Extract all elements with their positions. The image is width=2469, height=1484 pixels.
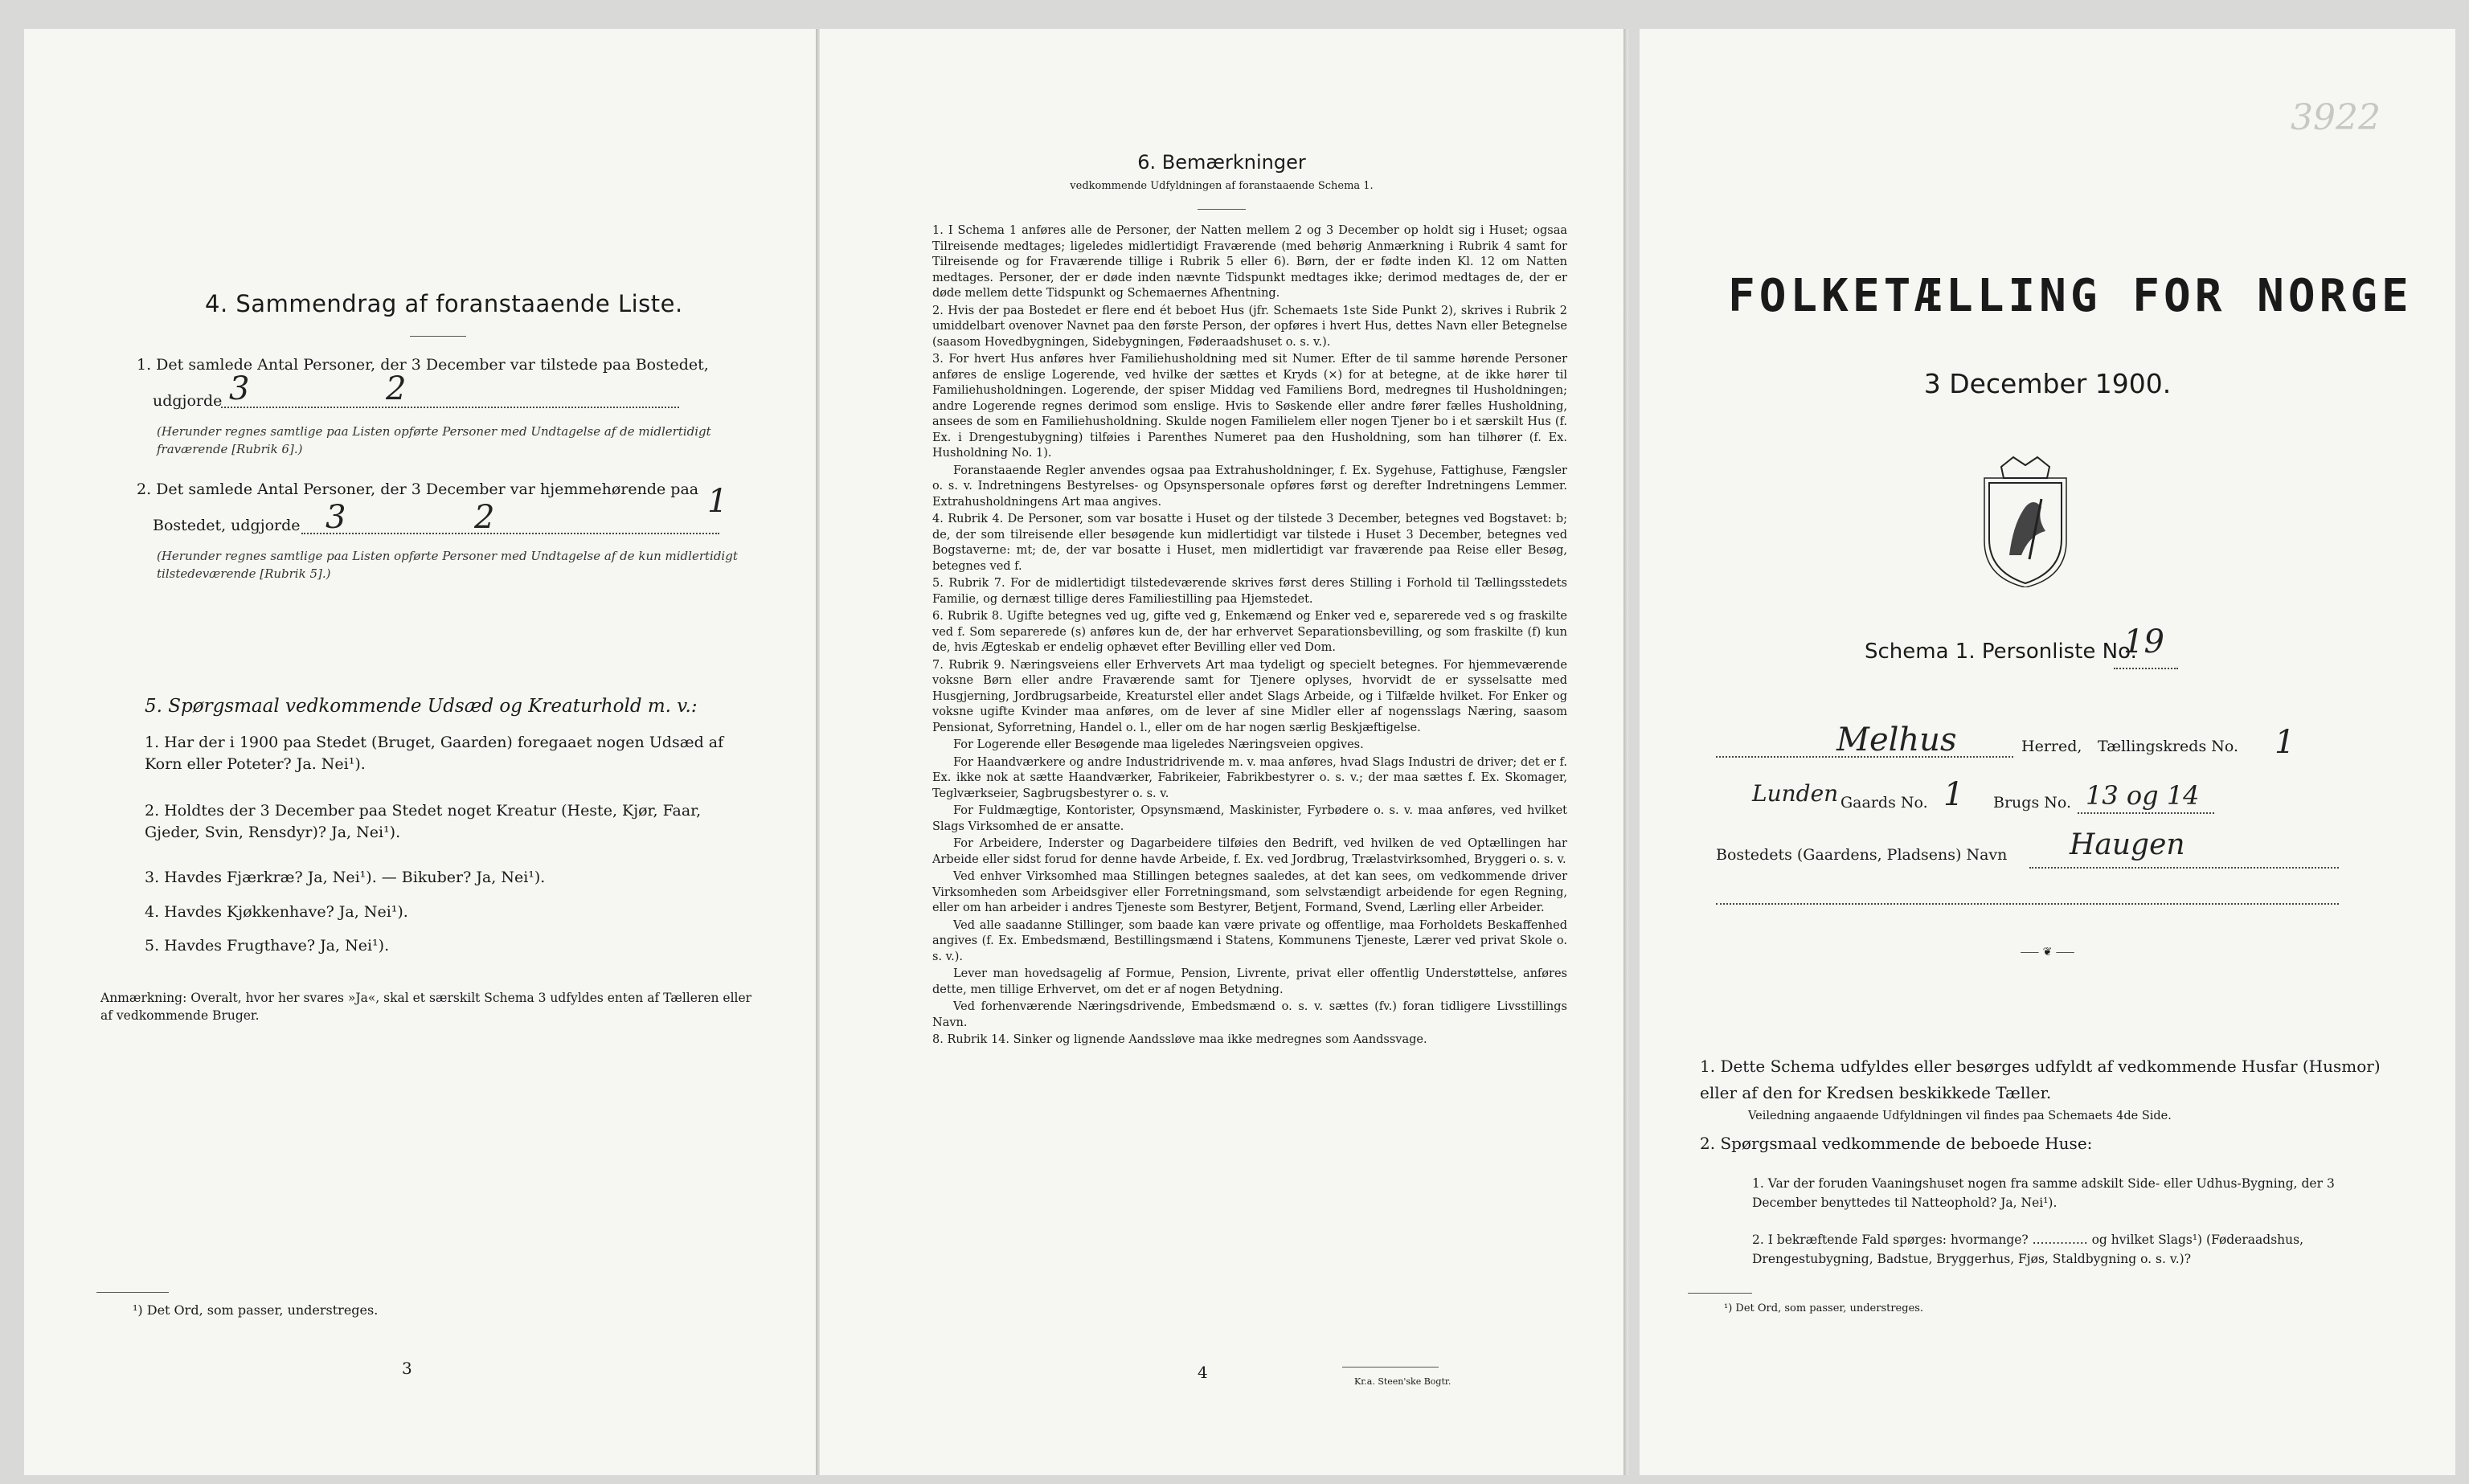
remark-paragraph: Ved alle saadanne Stillinger, som baade kan være private og offentlige, maa Forholdets Beskaffenhed angives (f. Ex. Embedsmænd, Bestillingsmænd i Statens, Kommunens Tjeneste, Lærer ved privat Skole o. s. v.). [932,918,1567,963]
coat-of-arms-icon [1973,451,2078,587]
remarks-title: 6. Bemærkninger [1137,151,1306,174]
page-fold [1623,29,1628,1475]
question-1: 1. Har der i 1900 paa Stedet (Bruget, Gaarden) foregaaet nogen Udsæd af Korn eller Poteter? Ja. Nei¹). [145,734,724,773]
remark-paragraph: 3. For hvert Hus anføres hver Familiehusholdning med sit Numer. Efter de til samme hørende Personer anføres de enslige Logerende, ved hvilke der sættes et Kryds (×) for at betegne, at de ikke hører til Familiehusholdningen. Logerende, der spiser Middag ved Familiens Bord, medregnes til Husholdningen; andre Logerende regnes derimod som enslige. Hvis to Søskende eller andre fører fælles Husholdning, ansees de som en Familiehusholdning. Skulde nogen Familielem eller nogen Tjener bo i et særskilt Hus (f. Ex. i Drengestubygning) tilføies i Parenthes Numeret paa den Husholdning, som han tilhører (f. Ex. Husholdning No. 1). [932,353,1567,460]
anmaerkning: Anmærkning: Overalt, hvor her svares »Ja«, skal et særskilt Schema 3 udfyldes enten af Tælleren eller af vedkommende Bruger. [100,991,752,1023]
item2-value-b: 2 [474,499,495,536]
footnote-rule [96,1292,169,1293]
item2-value-c: 1 [707,483,728,520]
item1-udgjorde: udgjorde [153,392,223,410]
census-date: 3 December 1900. [1923,368,2172,399]
middle-page [820,29,1623,1475]
instruction-1-note: Veiledning angaaende Udfyldningen vil findes paa Schemaets 4de Side. [1748,1110,2172,1122]
remarks-subtitle: vedkommende Udfyldningen af foranstaaende Schema 1. [1070,180,1374,192]
bosted-value: Haugen [2070,828,2185,861]
gaards-label: Gaards No. [1840,794,1928,811]
archive-mark: 3922 [2291,97,2381,138]
item2-value-a: 3 [326,499,346,536]
remark-paragraph: Ved enhver Virksomhed maa Stillingen betegnes saaledes, at det kan sees, om vedkommende driver Virksomheden som Arbeidsgiver eller Forretningsmand, som selvstændigt arbeidende for egen Regning, eller om han arbeider i andres Tjeneste som Bestyrer, Betjent, Formand, Svend, Lærling eller Arbeider. [932,870,1567,914]
instruction-1: 1. Dette Schema udfyldes eller besørges udfyldt af vedkommende Husfar (Husmor) eller af den for Kredsen beskikkede Tæller. [1700,1057,2381,1102]
item2-note: (Herunder regnes samtlige paa Listen opførte Personer med Undtagelse af de kun midlertidigt tilstedeværende [Rubrik 5].) [157,549,738,581]
remark-paragraph: 7. Rubrik 9. Næringsveiens eller Erhvervets Art maa tydeligt og specielt betegnes. For hjemmeværende voksne Børn eller andre Fraværende samt for Tjenere oplyses, hvorvidt de er sysselsatte med Husgjerning, Jordbrugsarbeide, Kreaturstel eller andet Slags Arbeide, og i Tilfælde hvilket. For Enker og voksne ugifte Kvinder maa anføres, om de lever af sine Midler eller af nogensslags Næring, saasom Pensionat, Syforretning, Handel o. l., eller om de har nogen særlig Beskjæftigelse. [932,658,1567,734]
footnote: ¹) Det Ord, som passer, understreges. [133,1302,379,1318]
personliste-line [2114,668,2178,669]
brugs-label: Brugs No. [1993,794,2072,811]
instruction-2: 2. Spørgsmaal vedkommende de beboede Huse: [1700,1134,2093,1153]
kreds-value: 1 [2275,724,2295,761]
brugs-line [2078,812,2214,814]
remark-paragraph: 6. Rubrik 8. Ugifte betegnes ved ug, gifte ved g, Enkemænd og Enker ved e, separerede ved s og fraskilte ved f. Som separerede (s) anføres kun de, der har erhvervet Separationsbevilling, og som fraskilte (f) kun de, hvis Ægteskab er endelig ophævet efter Bevilling eller ved Dom. [932,610,1567,654]
remarks-rule [1198,209,1246,210]
section-4-title: 4. Sammendrag af foranstaaende Liste. [205,290,683,317]
bosted-line [2029,867,2339,869]
section-5-title: 5. Spørgsmaal vedkommende Udsæd og Kreaturhold m. v.: [145,696,698,717]
item2-text: 2. Det samlede Antal Personer, der 3 December var hjemmehørende paa [137,480,699,498]
item2-udgjorde: Bostedet, udgjorde [153,517,301,534]
item1-value-a: 3 [229,370,250,407]
item2-dotted-line [301,533,719,534]
remark-paragraph: Foranstaaende Regler anvendes ogsaa paa Extrahusholdninger, f. Ex. Sygehuse, Fattighuse, Fængsler o. s. v. Indretningens Bestyrelses- og Opsynspersonale opføres først og derefter Indretningens Lemmer. Extrahusholdningens Art maa angives. [932,464,1567,509]
instruction-2-q1: 1. Var der foruden Vaaningshuset nogen fra samme adskilt Side- eller Udhus-Bygning, der 3 December benyttedes til Natteophold? Ja, Nei¹). [1752,1176,2335,1210]
gaards-value: 1 [1943,776,1964,813]
kreds-label: Tællingskreds No. [2098,738,2238,755]
personliste-no: 19 [2123,623,2164,660]
schema-label: Schema 1. Personliste No. [1865,640,2137,664]
printer-mark: Kr.a. Steen'ske Bogtr. [1354,1376,1452,1387]
page-number: 4 [1198,1363,1208,1382]
question-3: 3. Havdes Fjærkræ? Ja, Nei¹). — Bikuber? Ja, Nei¹). [145,869,546,886]
footnote-rule [1688,1293,1752,1294]
remark-paragraph: For Logerende eller Besøgende maa ligeledes Næringsveien opgives. [953,738,1364,751]
question-4: 4. Havdes Kjøkkenhave? Ja, Nei¹). [145,903,408,921]
item1-text: 1. Det samlede Antal Personer, der 3 December var tilstede paa Bostedet, [137,356,709,374]
left-page [24,29,816,1475]
remarks-list [932,223,1567,1050]
census-title: FOLKETÆLLING FOR NORGE [1728,270,2413,322]
remark-paragraph: For Fuldmægtige, Kontorister, Opsynsmænd, Maskinister, Fyrbødere o. s. v. maa anføres, ved hvilket Slags Virksomhed de er ansatte. [932,804,1567,833]
remark-paragraph: For Haandværkere og andre Industridrivende m. v. maa anføres, hvad Slags Industri de driver; det er f. Ex. ikke nok at sætte Haandværker, Fabrikeier, Fabrikbestyrer o. s. v.; der maa sættes f. Ex. Skomager, Teglværkseier, Sagbrugsbestyrer o. s. v. [932,755,1567,800]
remark-paragraph: 4. Rubrik 4. De Personer, som var bosatte i Huset og der tilstede 3 December, betegnes ved Bogstavet: b; de, der som tilreisende eller besøgende kun midlertidigt var tilstede i Huset 3 December, betegnes ved Bogstaverne: mt; de, der var bosatte i Huset, men midlertidigt var fraværende paa Reise eller Besøg, betegnes ved f. [932,513,1567,573]
gaard-prefix: Lunden [1752,780,1839,807]
question-5: 5. Havdes Frugthave? Ja, Nei¹). [145,937,390,955]
footnote: ¹) Det Ord, som passer, understreges. [1724,1302,1924,1314]
remark-paragraph: 2. Hvis der paa Bostedet er flere end ét beboet Hus (jfr. Schemaets 1ste Side Punkt 2), skrives i Rubrik 2 umiddelbart ovenover Navnet paa den første Person, der opføres i hvert Hus, dettes Navn eller Betegnelse (saasom Hovedbygningen, Sidebygningen, Føderaadshuset o. s. v.). [932,304,1567,349]
right-page [1640,29,2455,1475]
remark-paragraph: 8. Rubrik 14. Sinker og lignende Aandssløve maa ikke medregnes som Aandssvage. [932,1033,1427,1046]
item1-value-b: 2 [386,370,407,407]
remark-paragraph: 1. I Schema 1 anføres alle de Personer, der Natten mellem 2 og 3 December op holdt sig i Huset; ogsaa Tilreisende medtages; ligeledes midlertidigt Fraværende (med behørig Anmærkning i Rubrik 4 samt for Tilreisende og for Fraværende tillige i Rubrik 5 eller 6). Børn, der er fødte inden Kl. 12 om Natten medtages. Personer, der er døde inden nævnte Tidspunkt medtages ikke; derimod medtages de, der er døde mellem dette Tidspunkt og Schemaernes Afhentning. [932,224,1567,300]
remark-paragraph: Ved forhenværende Næringsdrivende, Embedsmænd o. s. v. sættes (fv.) foran tidligere Livsstillings Navn. [932,1000,1567,1029]
item1-dotted-line [221,407,679,408]
brugs-value: 13 og 14 [2086,780,2200,811]
page-number: 3 [402,1359,412,1378]
bosted-label: Bostedets (Gaardens, Pladsens) Navn [1716,846,2008,864]
remark-paragraph: For Arbeidere, Inderster og Dagarbeidere tilføies den Bedrift, ved hvilken de ved Optællingen har Arbeide eller sidst forud for denne havde Arbeide, f. Ex. ved Jordbrug, Trælastvirksomhed, Bryggeri o. s. v. [932,837,1567,866]
herred-label: Herred, [2021,738,2082,755]
herred-value: Melhus [1836,722,1957,758]
remark-paragraph: 5. Rubrik 7. For de midlertidigt tilstedeværende skrives først deres Stilling i Forhold til Tællingsstedets Familie, og dernæst tillige deres Familiestilling paa Hjemstedet. [932,577,1567,606]
title-rule [410,336,466,337]
item1-note: (Herunder regnes samtlige paa Listen opførte Personer med Undtagelse af de midlertidigt fraværende [Rubrik 6].) [157,424,711,456]
instruction-2-q2: 2. I bekræftende Fald spørges: hvormange? .............. og hvilket Slags¹) (Føderaadshus, Drengestubygning, Badstue, Bryggerhus, Fjøs, Staldbygning o. s. v.)? [1752,1233,2304,1266]
ornament: ⸺ ❦ ⸺ [2020,946,2075,959]
question-2: 2. Holdtes der 3 December paa Stedet noget Kreatur (Heste, Kjør, Faar, Gjeder, Svin, Rensdyr)? Ja, Nei¹). [145,802,702,841]
remark-paragraph: Lever man hovedsagelig af Formue, Pension, Livrente, privat eller offentlig Understøttelse, anføres dette, men tillige Erhvervet, om det er af nogen Betydning. [932,967,1567,996]
bosted-line-2 [1716,903,2339,905]
